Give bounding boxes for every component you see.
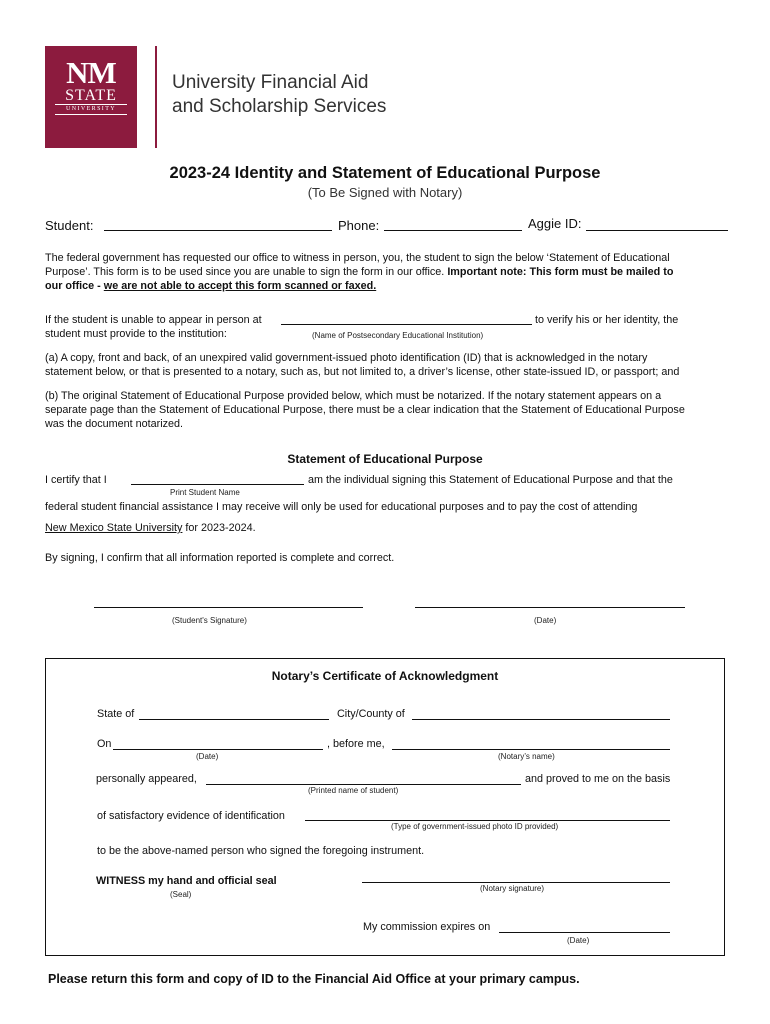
printed-student-name-field[interactable] (206, 784, 521, 785)
footer-instructions: Please return this form and copy of ID to the Financial Aid Office at your primary campus. (48, 972, 580, 986)
state-field[interactable] (139, 719, 329, 720)
id-type-caption: (Type of government-issued photo ID provided) (391, 822, 559, 831)
notary-name-caption: (Notary’s name) (498, 752, 555, 761)
aggie-id-label: Aggie ID: (528, 216, 582, 231)
proved-basis-label: and proved to me on the basis (525, 773, 671, 785)
above-named-text: to be the above-named person who signed the foregoing instrument. (97, 845, 425, 857)
printed-name-caption: (Printed name of student) (308, 786, 399, 795)
paragraph-b: (b) The original Statement of Educational Purpose provided below, which must be notarized. If the notary statement appears on a separate page than the Statement of Educational Purpose, there must be a clear indication that the Statement of Educational Purpose was the document notarized. (45, 390, 685, 430)
notary-heading: Notary’s Certificate of Acknowledgment (271, 669, 499, 683)
commission-date-field[interactable] (499, 932, 670, 933)
statement-heading: Statement of Educational Purpose (287, 452, 483, 466)
notary-date-caption: (Date) (196, 752, 219, 761)
form-title: 2023-24 Identity and Statement of Educational Purpose (169, 164, 601, 182)
must-provide-text: student must provide to the institution: (45, 328, 227, 340)
notary-signature-caption: (Notary signature) (480, 884, 545, 893)
print-student-name-field[interactable] (131, 484, 304, 485)
logo-state-text: STATE (65, 87, 117, 104)
student-field[interactable] (104, 230, 332, 231)
paragraph-a: (a) A copy, front and back, of an unexpired valid government-issued photo identification (ID) that is acknowledged in the notary statement below, or that is presented to a notary, such as, but not limited to, a driver’s license, other state-issued ID, or passport; and (45, 352, 680, 378)
logo-university-text: UNIVERSITY (55, 104, 127, 115)
certify-text: I certify that I (45, 474, 107, 486)
student-label: Student: (45, 218, 94, 233)
satisfactory-evidence-label: of satisfactory evidence of identification (97, 810, 285, 822)
student-signature-field[interactable] (94, 607, 363, 608)
notary-certificate-box (45, 658, 725, 956)
aggie-id-field[interactable] (586, 230, 728, 231)
institution-field[interactable] (281, 324, 532, 325)
before-me-label: , before me, (327, 738, 385, 750)
commission-expires-label: My commission expires on (363, 921, 491, 933)
certify-text-2: am the individual signing this Statement of Educational Purpose and that the (308, 474, 673, 486)
assistance-text: federal student financial assistance I may receive will only be used for educational purposes and to pay the cost of attending (45, 501, 638, 513)
notary-signature-field[interactable] (362, 882, 670, 883)
witness-text: WITNESS my hand and official seal (96, 875, 277, 887)
nmsu-logo (45, 46, 137, 148)
phone-label: Phone: (338, 218, 380, 233)
header-divider (155, 46, 157, 148)
phone-field[interactable] (384, 230, 522, 231)
institution-caption: (Name of Postsecondary Educational Institution) (312, 331, 484, 340)
intro-paragraph: The federal government has requested our office to witness in person, you, the student to sign the below ‘Statement of Educational Purpose’. This form is to be used since you are unable to sign the form in our office. Important note: This form must be mailed to our office - we are not able to accept this form scanned or faxed. (45, 252, 674, 292)
logo-nm-text: NM (66, 55, 116, 90)
confirm-text: By signing, I confirm that all information reported is complete and correct. (45, 552, 395, 564)
notary-name-field[interactable] (392, 749, 670, 750)
on-label: On (97, 738, 112, 750)
attending-text: New Mexico State University for 2023-2024. (45, 522, 256, 534)
id-type-field[interactable] (305, 820, 670, 821)
city-county-label: City/County of (337, 708, 405, 720)
signature-date-caption: (Date) (534, 616, 557, 625)
signature-date-field[interactable] (415, 607, 685, 608)
commission-date-caption: (Date) (567, 936, 590, 945)
state-of-label: State of (97, 708, 135, 720)
student-signature-caption: (Student's Signature) (172, 616, 247, 625)
city-county-field[interactable] (412, 719, 670, 720)
notary-date-field[interactable] (113, 749, 323, 750)
print-name-caption: Print Student Name (170, 488, 240, 497)
personally-appeared-label: personally appeared, (96, 773, 197, 785)
verify-identity-text: to verify his or her identity, the (535, 314, 679, 326)
seal-caption: (Seal) (170, 890, 192, 899)
unable-appear-text: If the student is unable to appear in person at (45, 314, 262, 326)
form-subtitle: (To Be Signed with Notary) (307, 185, 463, 200)
org-name: University Financial Aid and Scholarship Services (172, 72, 387, 117)
